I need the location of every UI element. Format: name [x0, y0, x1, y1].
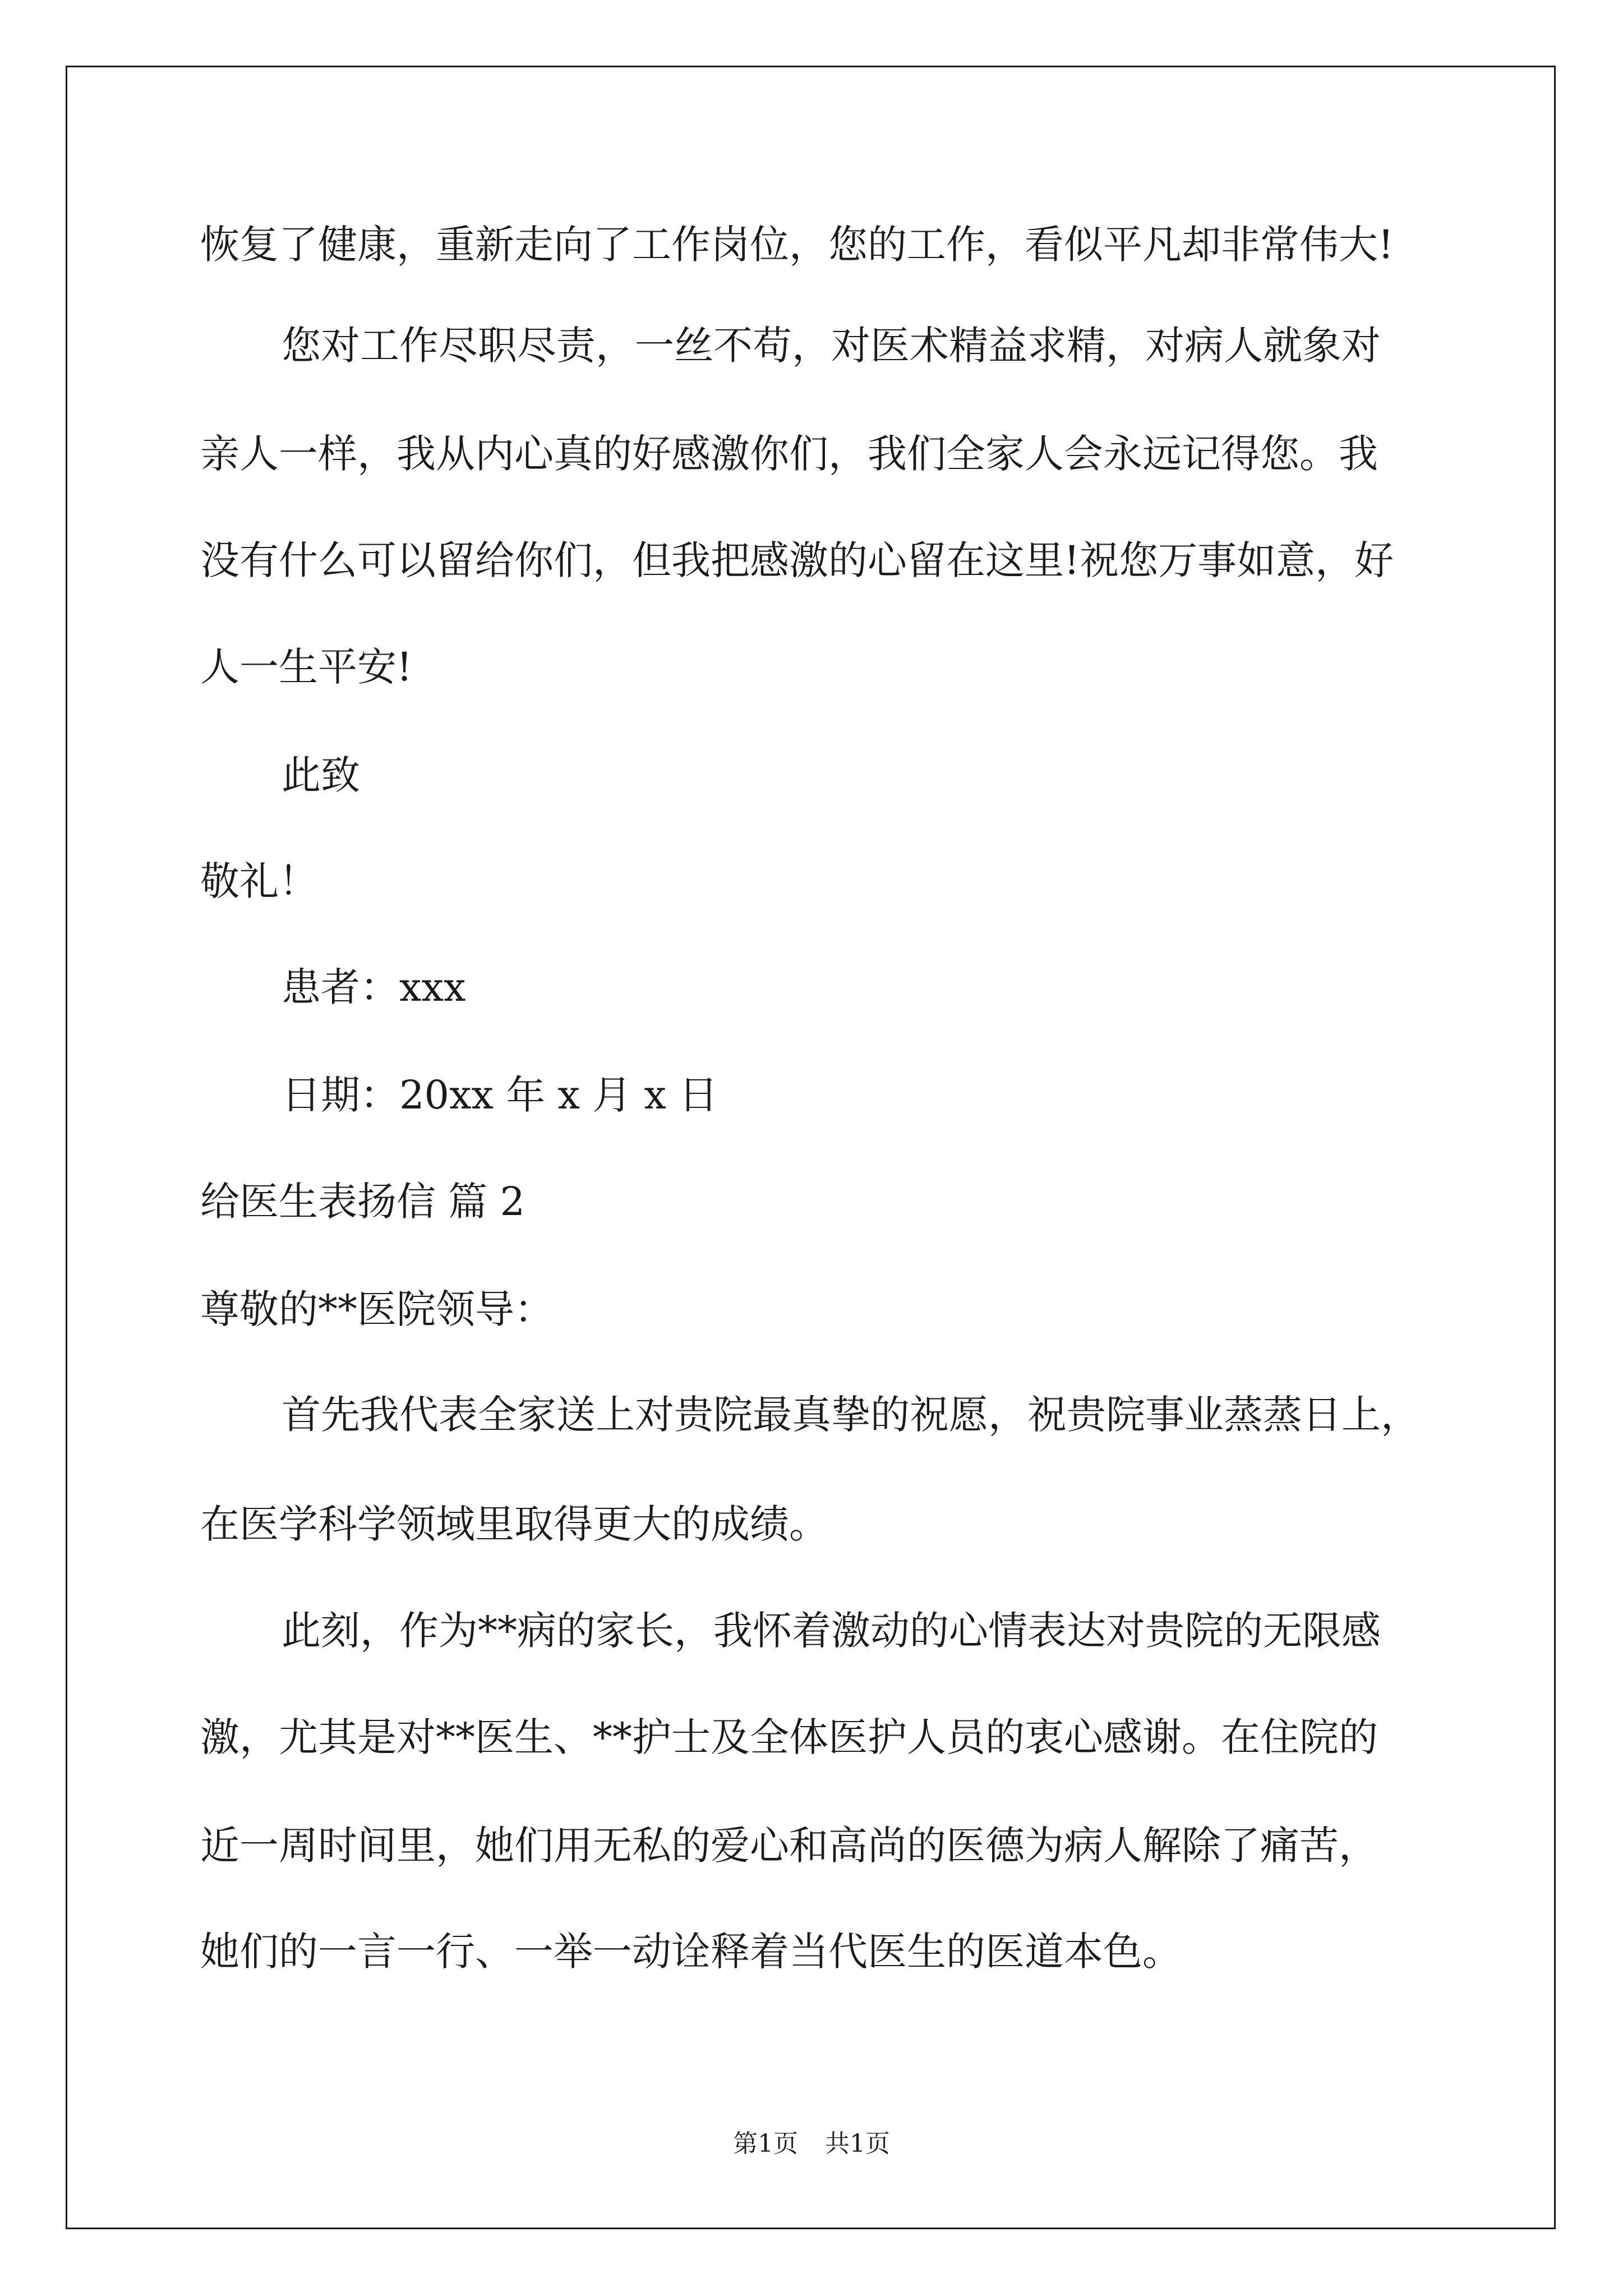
text-line: 此刻，作为**病的家长，我怀着激动的心情表达对贵院的无限感	[282, 1608, 1381, 1654]
salutation: 敬礼！	[200, 858, 318, 904]
text-line: 激，尤其是对**医生、**护士及全体医护人员的衷心感谢。在住院的	[200, 1714, 1378, 1760]
text-line: 她们的一言一行、一举一动诠释着当代医生的医道本色。	[200, 1929, 1182, 1975]
text-line: 没有什么可以留给你们，但我把感激的心留在这里!祝您万事如意，好	[200, 537, 1394, 583]
page-footer	[0, 2127, 1623, 2161]
text-line: 亲人一样，我从内心真的好感激你们，我们全家人会永远记得您。我	[200, 431, 1378, 477]
page-total: 共1页	[825, 2129, 890, 2158]
section-heading: 给医生表扬信 篇 2	[200, 1179, 525, 1225]
text-line: 人一生平安!	[200, 644, 413, 690]
page-border	[66, 66, 1556, 2229]
closing-phrase: 此致	[282, 752, 360, 798]
text-line: 在医学科学领域里取得更大的成绩。	[200, 1501, 828, 1547]
date-line: 日期：20xx 年 x 月 x 日	[282, 1072, 718, 1118]
text-line: 近一周时间里，她们用无私的爱心和高尚的医德为病人解除了痛苦，	[200, 1823, 1378, 1869]
text-line: 您对工作尽职尽责，一丝不苟，对医术精益求精，对病人就象对	[282, 323, 1381, 369]
text-line: 恢复了健康，重新走向了工作岗位，您的工作，看似平凡却非常伟大!	[200, 222, 1394, 268]
signature-line: 患者：xxx	[282, 964, 466, 1010]
addressee-line: 尊敬的**医院领导：	[200, 1286, 554, 1332]
page-number: 第1页	[733, 2129, 798, 2158]
text-line: 首先我代表全家送上对贵院最真挚的祝愿，祝贵院事业蒸蒸日上，	[282, 1392, 1420, 1438]
